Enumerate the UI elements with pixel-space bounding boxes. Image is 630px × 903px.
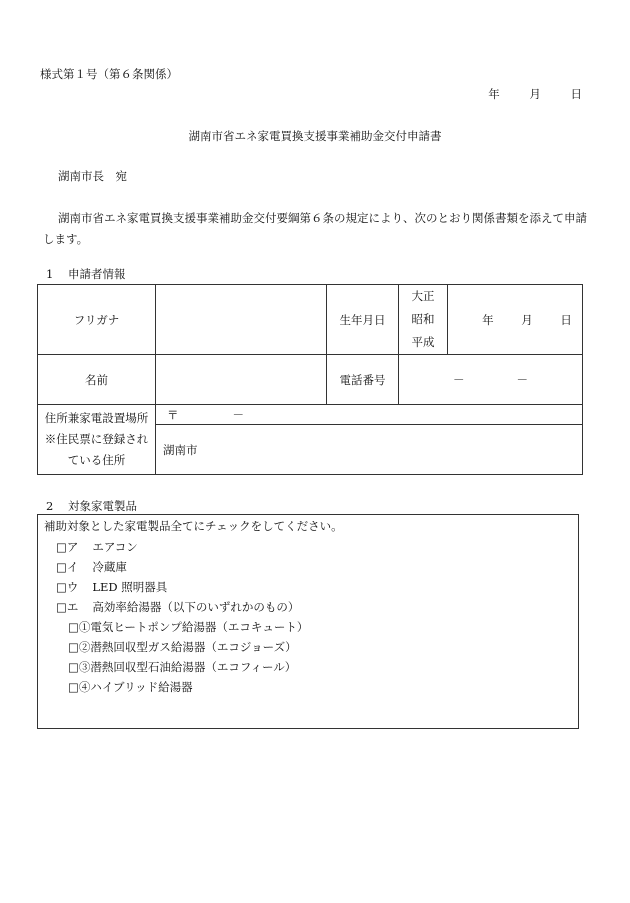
submission-date — [462, 86, 582, 102]
checkbox[interactable]: □ — [68, 660, 79, 674]
section-1-heading — [46, 266, 126, 282]
postal-separator: － — [232, 407, 244, 422]
item-code: ウ — [66, 580, 79, 594]
checkbox[interactable]: □ — [56, 560, 67, 574]
checklist-instruction: 補助対象とした家電製品全てにチェックをしてください。 — [44, 519, 343, 533]
checkbox[interactable]: □ — [68, 680, 79, 694]
era-taisho[interactable]: 大正 — [411, 289, 435, 303]
section-2-heading — [46, 498, 137, 514]
checklist-item-aircon[interactable] — [56, 539, 138, 555]
address-label: 住所兼家電設置場所 ※住民票に登録され ている住所 — [38, 405, 156, 475]
phone-label: 電話番号 — [327, 355, 399, 405]
section-1-number: 1 — [46, 267, 54, 281]
document-title: 湖南市省エネ家電買換支援事業補助金交付申請書 — [188, 129, 442, 143]
checklist-subitem-ecocute[interactable] — [68, 619, 308, 635]
postal-code-input[interactable] — [156, 405, 583, 425]
section-1-title: 申請者情報 — [68, 267, 126, 281]
furigana-input[interactable] — [156, 285, 327, 355]
checklist-subitem-hybrid[interactable] — [68, 679, 193, 695]
postal-mark: 〒 — [167, 407, 179, 422]
section-2-title: 対象家電製品 — [68, 499, 137, 513]
birth-month: 月 — [521, 312, 533, 327]
era-showa[interactable]: 昭和 — [411, 312, 435, 326]
checklist-item-water-heater[interactable] — [56, 599, 299, 615]
name-label: 名前 — [38, 355, 156, 405]
phone-separator: － — [516, 372, 528, 387]
name-input[interactable] — [156, 355, 327, 405]
item-label: エアコン — [92, 540, 138, 554]
birth-day: 日 — [560, 312, 572, 327]
date-year: 年 — [488, 87, 500, 101]
checklist-subitem-ecojozu[interactable] — [68, 639, 297, 655]
birthdate-label: 生年月日 — [327, 285, 399, 355]
subitem-label: ①電気ヒートポンプ給湯器（エコキュート） — [78, 620, 309, 634]
item-code: エ — [66, 600, 79, 614]
era-options[interactable] — [399, 285, 448, 355]
phone-separator: － — [453, 372, 465, 387]
subitem-label: ③潜熱回収型石油給湯器（エコフィール） — [78, 660, 297, 674]
checkbox[interactable]: □ — [56, 600, 67, 614]
form-number: 様式第１号（第６条関係） — [40, 67, 178, 81]
item-label: LED 照明器具 — [92, 580, 168, 594]
birthdate-input[interactable] — [448, 285, 583, 355]
item-label: 高効率給湯器（以下のいずれかのもの） — [92, 600, 300, 614]
addressee: 湖南市長 宛 — [58, 169, 127, 183]
era-heisei[interactable]: 平成 — [411, 335, 435, 349]
furigana-label: フリガナ — [38, 285, 156, 355]
checklist-subitem-ecofeel[interactable] — [68, 659, 296, 675]
phone-input[interactable] — [399, 355, 583, 405]
appliance-checklist — [37, 514, 579, 729]
checkbox[interactable]: □ — [56, 580, 67, 594]
item-code: ア — [66, 540, 79, 554]
checkbox[interactable]: □ — [68, 640, 79, 654]
date-day: 日 — [570, 87, 582, 101]
item-code: イ — [66, 560, 79, 574]
checkbox[interactable]: □ — [56, 540, 67, 554]
intro-paragraph: 湖南市省エネ家電買換支援事業補助金交付要綱第６条の規定により、次のとおり関係書類を添えて申請します。 — [43, 211, 587, 246]
city-name: 湖南市 — [163, 442, 198, 457]
subitem-label: ④ハイブリッド給湯器 — [78, 680, 193, 694]
item-label: 冷蔵庫 — [92, 560, 127, 574]
section-2-number: 2 — [46, 499, 54, 513]
applicant-info-table — [37, 284, 583, 475]
birth-year: 年 — [482, 312, 494, 327]
checklist-item-fridge[interactable] — [56, 559, 127, 575]
date-month: 月 — [529, 87, 541, 101]
checkbox[interactable]: □ — [68, 620, 79, 634]
address-input[interactable] — [156, 425, 583, 475]
checklist-item-led[interactable] — [56, 579, 167, 595]
subitem-label: ②潜熱回収型ガス給湯器（エコジョーズ） — [78, 640, 297, 654]
